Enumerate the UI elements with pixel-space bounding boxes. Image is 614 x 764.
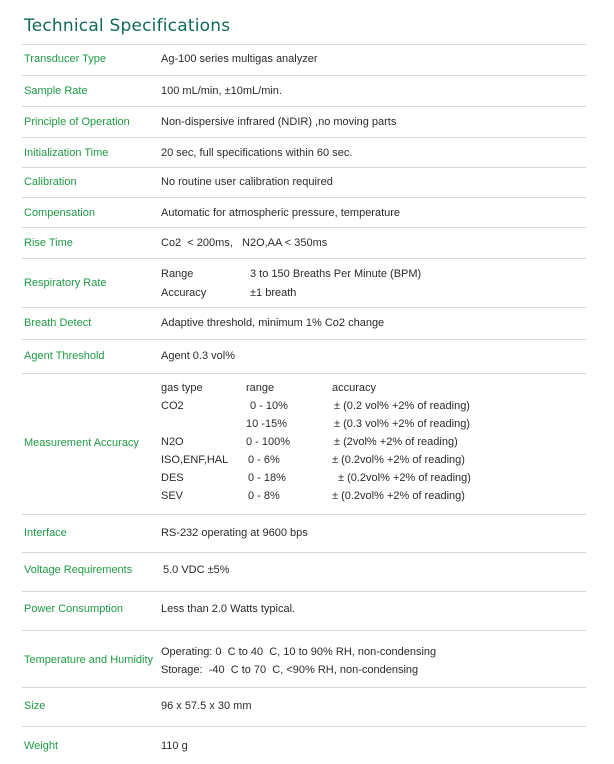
accuracy-cell: ± (0.2vol% +2% of reading) <box>338 472 471 484</box>
operating-value: Operating: 0 C to 40 C, 10 to 90% RH, non-condensing <box>161 646 437 658</box>
accuracy-cell: ± (0.2vol% +2% of reading) <box>332 490 465 502</box>
separator <box>22 227 586 228</box>
spec-value: Adaptive threshold, minimum 1% Co2 change <box>161 317 385 329</box>
spec-value: Automatic for atmospheric pressure, temperature <box>161 207 401 219</box>
spec-label: Voltage Requirements <box>24 564 133 576</box>
separator <box>22 258 586 259</box>
accuracy-cell: ± (0.2vol% +2% of reading) <box>332 454 465 466</box>
range-cell: 0 - 8% <box>248 490 280 502</box>
gas-cell: ISO,ENF,HAL <box>161 454 229 466</box>
gas-cell: N2O <box>161 436 184 448</box>
spec-value: 110 g <box>161 740 188 752</box>
spec-label: Calibration <box>24 176 77 188</box>
col-header-accuracy: accuracy <box>332 382 377 394</box>
spec-label: Compensation <box>24 207 95 219</box>
separator <box>22 137 586 138</box>
col-header-gas: gas type <box>161 382 203 394</box>
storage-value: Storage: -40 C to 70 C, <90% RH, non-condensing <box>161 664 419 676</box>
separator <box>22 552 586 553</box>
gas-cell: SEV <box>161 490 184 502</box>
spec-label: Sample Rate <box>24 85 88 97</box>
spec-value: 20 sec, full specifications within 60 sec. <box>161 147 353 159</box>
accuracy-value: ±1 breath <box>250 287 297 299</box>
page-title: Technical Specifications <box>24 16 231 36</box>
spec-label: Interface <box>24 527 67 539</box>
range-cell: 0 - 10% <box>250 400 288 412</box>
spec-label: Principle of Operation <box>24 116 130 128</box>
spec-value: Agent 0.3 vol% <box>161 350 235 362</box>
spec-label: Breath Detect <box>24 317 92 329</box>
spec-value: Non-dispersive infrared (NDIR) ,no moving parts <box>161 116 397 128</box>
spec-label: Rise Time <box>24 237 73 249</box>
gas-cell: CO2 <box>161 400 184 412</box>
spec-label: Initialization Time <box>24 147 109 159</box>
separator <box>22 726 586 727</box>
spec-value: 100 mL/min, ±10mL/min. <box>161 85 282 97</box>
separator <box>22 307 586 308</box>
spec-label: Size <box>24 700 46 712</box>
range-value: 3 to 150 Breaths Per Minute (BPM) <box>250 268 422 280</box>
separator <box>22 514 586 515</box>
accuracy-label: Accuracy <box>161 287 207 299</box>
spec-label: Respiratory Rate <box>24 277 107 289</box>
separator <box>22 167 586 168</box>
spec-label: Agent Threshold <box>24 350 105 362</box>
separator <box>22 197 586 198</box>
separator <box>22 44 586 45</box>
spec-label: Power Consumption <box>24 603 124 615</box>
spec-value: 96 x 57.5 x 30 mm <box>161 700 252 712</box>
spec-value: No routine user calibration required <box>161 176 333 188</box>
spec-label: Measurement Accuracy <box>24 437 139 449</box>
col-header-range: range <box>246 382 275 394</box>
gas-cell: DES <box>161 472 184 484</box>
spec-value: RS-232 operating at 9600 bps <box>161 527 308 539</box>
spec-label: Transducer Type <box>24 53 106 65</box>
accuracy-cell: ± (2vol% +2% of reading) <box>334 436 458 448</box>
separator <box>22 373 586 374</box>
spec-value: Co2 < 200ms, N2O,AA < 350ms <box>161 237 328 249</box>
separator <box>22 75 586 76</box>
separator <box>22 106 586 107</box>
spec-value: 5.0 VDC ±5% <box>163 564 230 576</box>
range-cell: 0 - 6% <box>248 454 280 466</box>
range-cell: 0 - 18% <box>248 472 286 484</box>
spec-label: Temperature and Humidity <box>24 654 154 666</box>
accuracy-cell: ± (0.3 vol% +2% of reading) <box>334 418 470 430</box>
range-label: Range <box>161 268 194 280</box>
separator <box>22 591 586 592</box>
separator <box>22 339 586 340</box>
range-cell: 10 -15% <box>246 418 287 430</box>
accuracy-cell: ± (0.2 vol% +2% of reading) <box>334 400 470 412</box>
range-cell: 0 - 100% <box>246 436 291 448</box>
spec-value: Less than 2.0 Watts typical. <box>161 603 296 615</box>
spec-value: Ag-100 series multigas analyzer <box>161 53 318 65</box>
spec-label: Weight <box>24 740 59 752</box>
separator <box>22 687 586 688</box>
separator <box>22 630 586 631</box>
